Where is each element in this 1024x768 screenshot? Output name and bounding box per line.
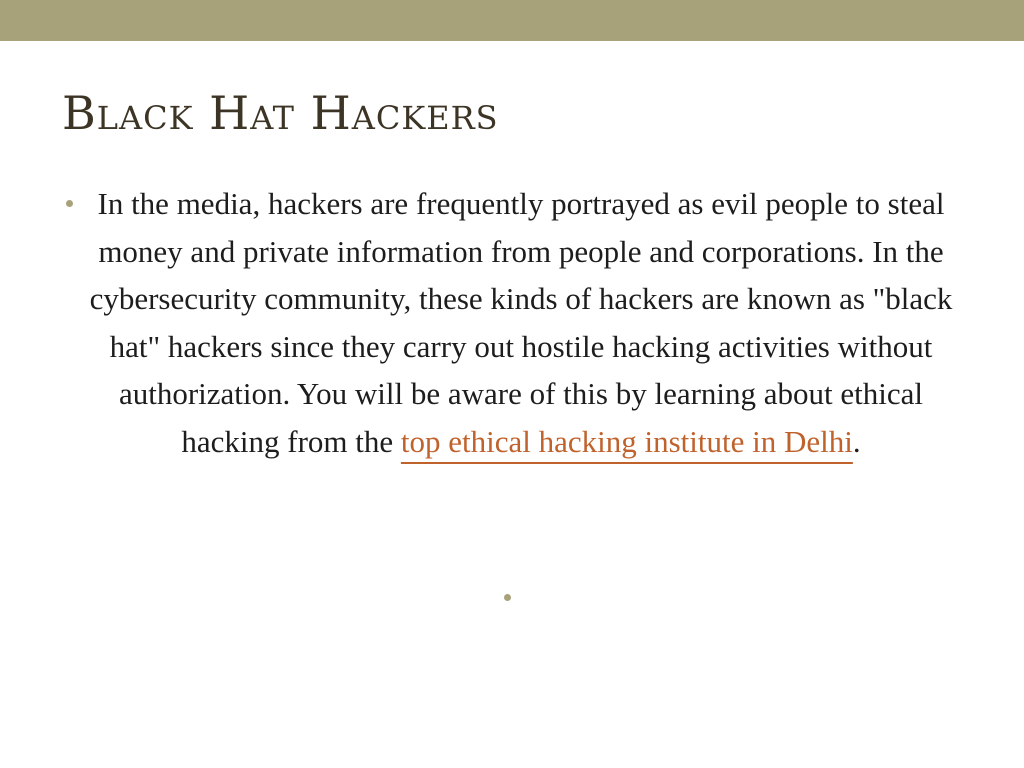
paragraph-end-punctuation: .	[852, 423, 861, 459]
empty-bullet-dot-icon	[504, 594, 511, 601]
top-accent-band	[0, 0, 1024, 41]
body-paragraph	[88, 180, 954, 465]
slide-body	[66, 180, 966, 465]
institute-link[interactable]: top ethical hacking institute in Delhi	[400, 423, 853, 459]
paragraph-text: In the media, hackers are frequently portrayed as evil people to steal money and private information from people and corporations. In the cybersecurity community, these kinds of hackers are known as "black hat" hackers since they carry out hostile hacking activities without authorization. You will be aware of this by learning about ethical hacking from the	[89, 186, 953, 459]
bullet-dot-icon	[66, 200, 73, 207]
slide-title: Black Hat Hackers	[62, 86, 499, 140]
